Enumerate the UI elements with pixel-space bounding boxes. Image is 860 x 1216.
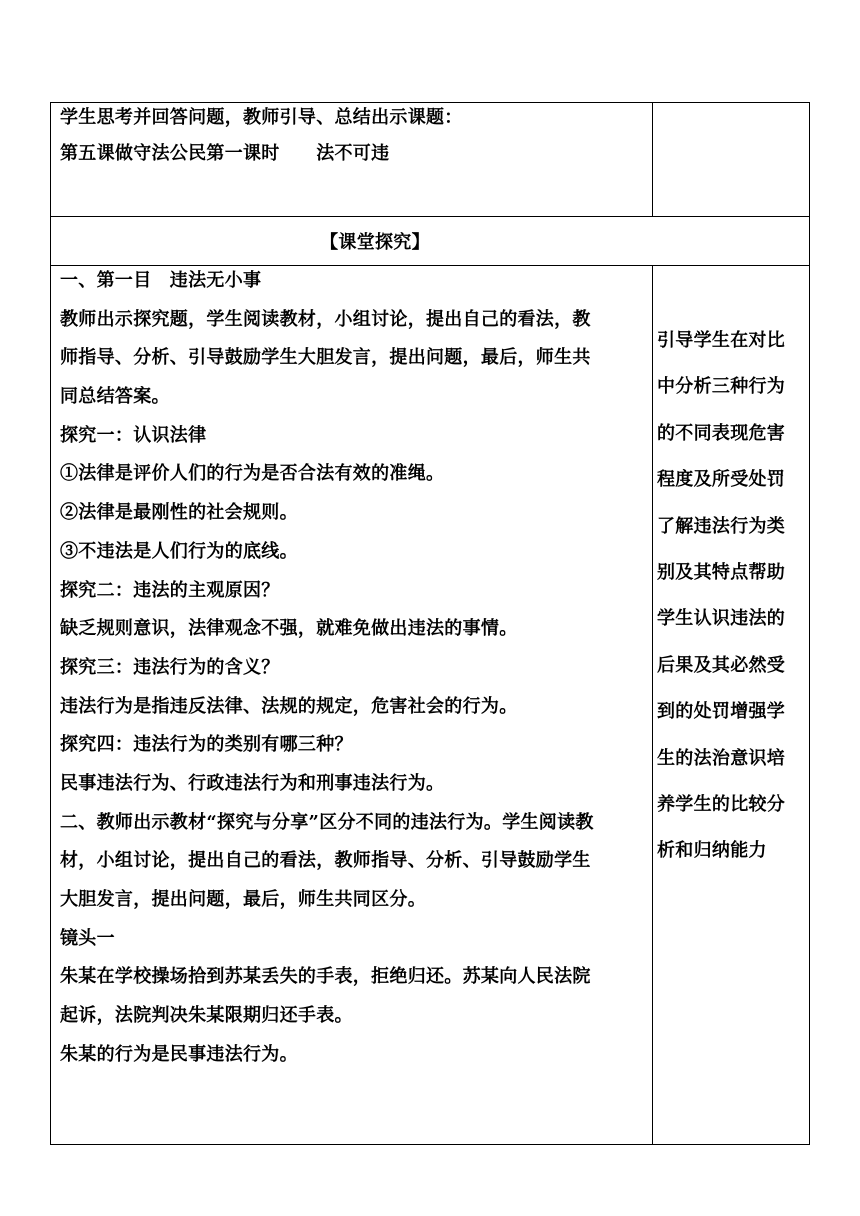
content-line: 师指导、分析、引导鼓励学生大胆发言，提出问题，最后，师生共	[60, 347, 591, 369]
section-heading-cell	[51, 217, 810, 266]
side-note-line: 中分析三种行为	[657, 376, 786, 398]
content-line: 材，小组讨论，提出自己的看法，教师指导、分析、引导鼓励学生	[60, 850, 591, 872]
content-line: 探究二：违法的主观原因？	[60, 579, 280, 601]
content-cell	[51, 266, 653, 1145]
content-line: 二、教师出示教材“探究与分享”区分不同的违法行为。学生阅读教	[60, 811, 594, 833]
content-line: 探究一：认识法律	[60, 424, 207, 446]
intro-cell	[51, 103, 653, 217]
content-line: 民事违法行为、行政违法行为和刑事违法行为。	[60, 772, 445, 794]
lesson-title: 第五课做守法公民第一课时 法不可违	[60, 143, 390, 164]
content-line: 教师出示探究题，学生阅读教材，小组讨论，提出自己的看法，教	[60, 308, 591, 330]
side-note-line: 后果及其必然受	[657, 654, 786, 676]
side-note-line: 养学生的比较分	[657, 793, 786, 815]
intro-side-cell	[653, 103, 810, 217]
content-line: ②法律是最刚性的社会规则。	[60, 502, 298, 524]
side-note-line: 析和归纳能力	[657, 840, 767, 862]
content-line: 一、第一目 违法无小事	[60, 270, 262, 291]
side-note-line: 到的处罚增强学	[657, 701, 786, 723]
side-note-line: 引导学生在对比	[657, 330, 786, 351]
design-intent-cell	[653, 266, 810, 1145]
content-line: ①法律是评价人们的行为是否合法有效的准绳。	[60, 463, 445, 485]
side-note-line: 生的法治意识培	[657, 747, 786, 769]
content-line: ③不违法是人们行为的底线。	[60, 540, 298, 562]
side-note-line: 的不同表现危害	[657, 422, 786, 444]
content-line: 镜头一	[60, 927, 115, 949]
intro-line: 学生思考并回答问题，教师引导、总结出示课题：	[60, 107, 463, 128]
content-line: 朱某在学校操场拾到苏某丢失的手表，拒绝归还。苏某向人民法院	[60, 966, 591, 988]
side-note-line: 程度及所受处罚	[657, 469, 786, 491]
section-heading: 【课堂探究】	[320, 232, 430, 253]
content-line: 探究三：违法行为的含义？	[60, 656, 280, 678]
content-line: 缺乏规则意识，法律观念不强，就难免做出违法的事情。	[60, 618, 518, 640]
side-note-line: 学生认识违法的	[657, 608, 786, 630]
content-line: 同总结答案。	[60, 386, 170, 408]
intro-row	[51, 103, 810, 217]
content-line: 违法行为是指违反法律、法规的规定，危害社会的行为。	[60, 695, 518, 717]
content-row	[51, 266, 810, 1145]
content-line: 朱某的行为是民事违法行为。	[60, 1043, 298, 1065]
side-note-line: 别及其特点帮助	[657, 561, 786, 583]
content-line: 探究四：违法行为的类别有哪三种？	[60, 734, 353, 756]
side-note-line: 了解违法行为类	[657, 515, 786, 537]
content-line: 起诉，法院判决朱某限期归还手表。	[60, 1005, 353, 1027]
lesson-plan-table	[50, 102, 810, 1145]
content-line: 大胆发言，提出问题，最后，师生共同区分。	[60, 889, 426, 910]
heading-row	[51, 217, 810, 266]
